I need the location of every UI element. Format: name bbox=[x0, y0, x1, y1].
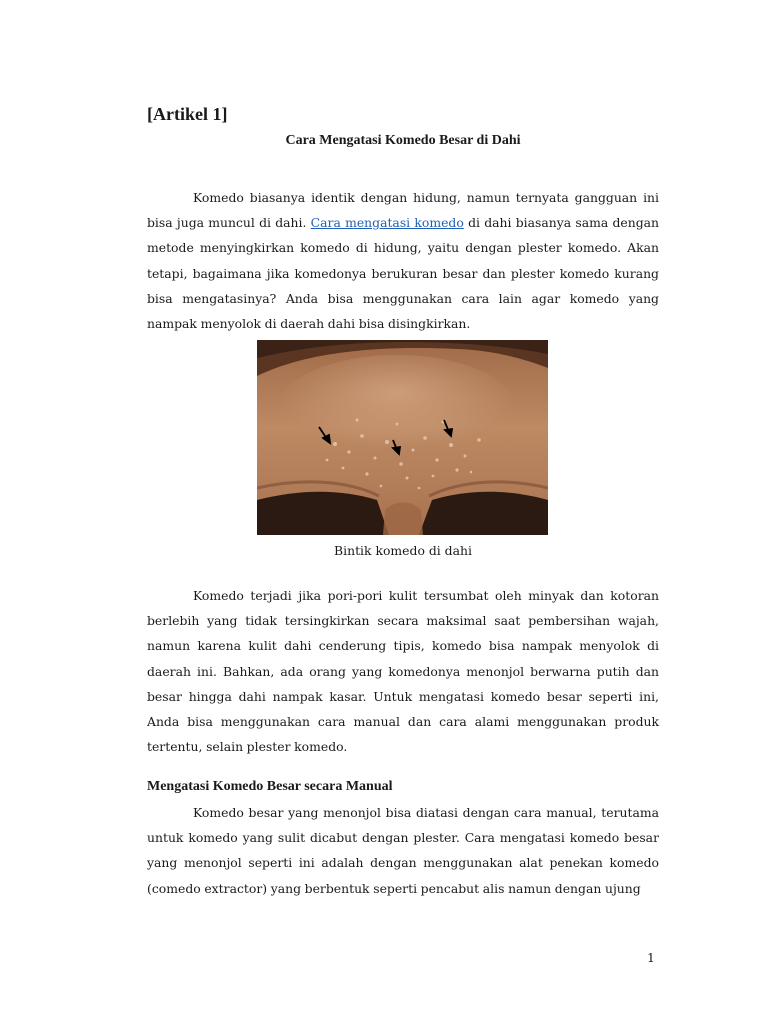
paragraph-2: Komedo terjadi jika pori-pori kulit tersumbat oleh minyak dan kotoran berlebih yang tidak tersingkirkan secara maksimal saat pembersihan wajah, namun karena kulit dahi cenderung tipis, komedo bisa nampak menyolok di daerah ini. Bahkan, ada orang yang komedonya menonjol berwarna putih dan besar hingga dahi nampak kasar. Untuk mengatasi komedo besar seperti ini, Anda bisa menggunakan cara manual dan cara alami menggunakan produk tertentu, selain plester komedo. bbox=[147, 588, 659, 755]
figure-caption: Bintik komedo di dahi bbox=[334, 543, 472, 558]
paragraph-1-text-a: Komedo biasanya identik dengan hidung, namun ternyata gangguan ini bisa juga muncul di dahi. bbox=[147, 190, 659, 231]
forehead-photo bbox=[257, 340, 548, 535]
paragraph-3: Komedo besar yang menonjol bisa diatasi dengan cara manual, terutama untuk komedo yang sulit dicabut dengan plester. Cara mengatasi komedo besar yang menonjol seperti ini adalah dengan menggunakan alat penekan komedo (comedo extractor) yang berbentuk seperti pencabut alis namun dengan ujung bbox=[147, 805, 659, 896]
article-label: [Artikel 1] bbox=[147, 104, 228, 124]
paragraph-1 bbox=[147, 185, 659, 336]
page-number: 1 bbox=[647, 950, 655, 965]
paragraph-1-text-b: di dahi biasanya sama dengan metode menyingkirkan komedo di hidung, yaitu dengan plester komedo. Akan tetapi, bagaimana jika komedonya berukuran besar dan plester komedo kurang bisa mengatasinya? Anda bisa menggunakan cara lain agar komedo yang nampak menyolok di daerah dahi bisa disingkirkan. bbox=[147, 215, 659, 332]
section-heading: Mengatasi Komedo Besar secara Manual bbox=[147, 779, 393, 794]
article-title: Cara Mengatasi Komedo Besar di Dahi bbox=[285, 133, 521, 148]
komedo-link[interactable]: Cara mengatasi komedo bbox=[310, 215, 464, 231]
